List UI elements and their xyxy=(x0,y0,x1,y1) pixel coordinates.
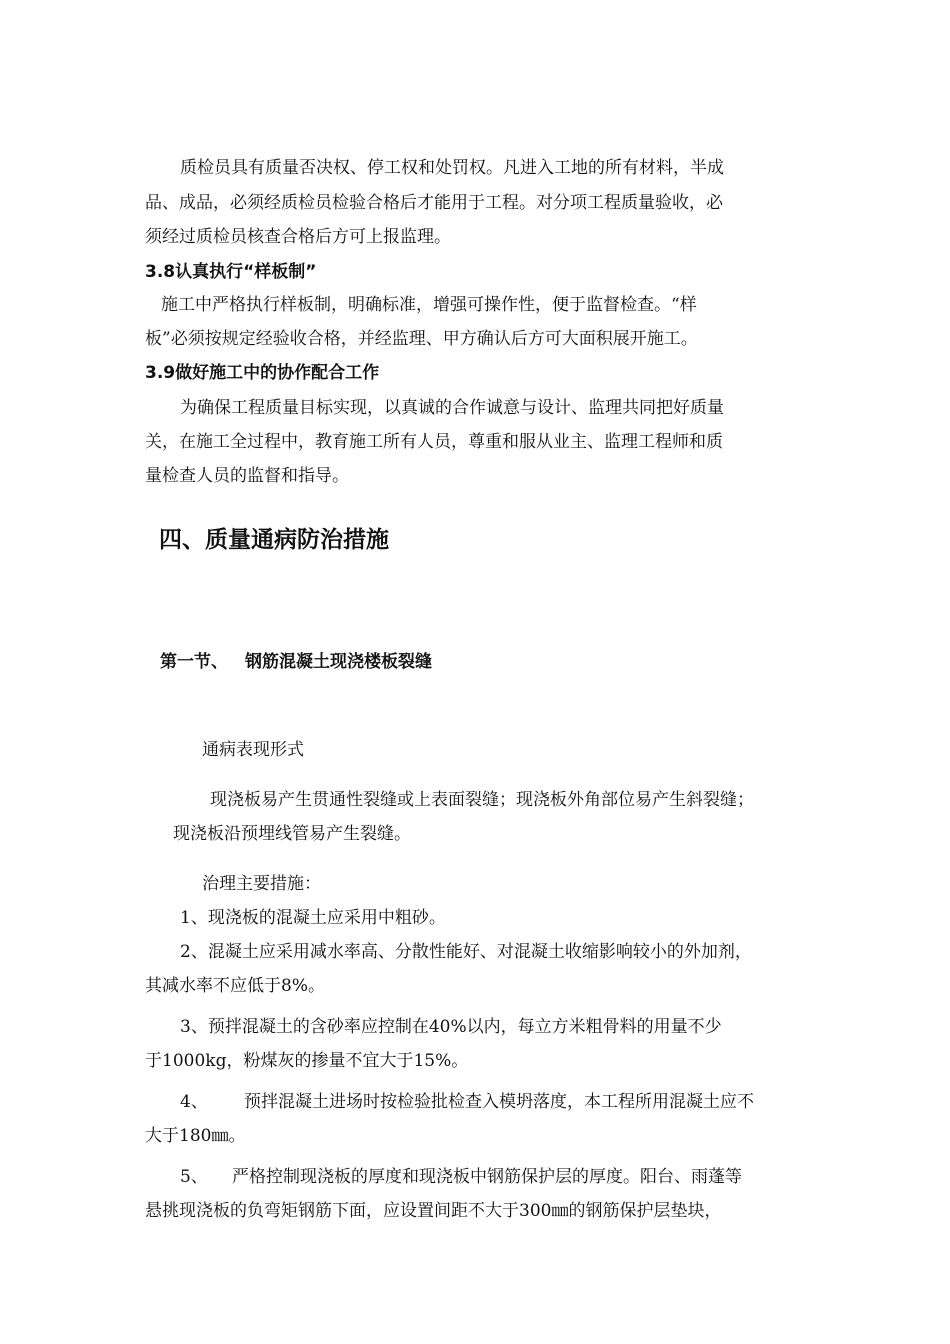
measure-item-5-line2: 悬挑现浇板的负弯矩钢筋下面，应设置间距不大于300㎜的钢筋保护层垫块， xyxy=(145,1201,722,1221)
measure-item-3-line1: 3、预拌混凝土的含砂率应控制在40%以内，每立方米粗骨料的用量不少 xyxy=(180,1017,722,1037)
para-quality-inspector-line3: 须经过质检员核查合格后方可上报监理。 xyxy=(145,227,451,247)
para-quality-inspector-line2: 品、成品，必须经质检员检验合格后才能用于工程。对分项工程质量验收，必 xyxy=(145,193,723,213)
para-sample-system-line2: 板”必须按规定经验收合格，并经监理、甲方确认后方可大面积展开施工。 xyxy=(145,329,698,349)
measure-item-4-number: 4、 xyxy=(180,1092,208,1112)
para-cooperation-line2: 关，在施工全过程中，教育施工所有人员，尊重和服从业主、监理工程师和质 xyxy=(145,432,723,452)
heading-3-8: 3.8认真执行“样板制” xyxy=(145,262,317,282)
measure-item-3-line2: 于1000kg，粉煤灰的掺量不宜大于15%。 xyxy=(145,1051,469,1071)
measure-item-2-line2: 其减水率不应低于8%。 xyxy=(145,976,325,996)
heading-3-9: 3.9做好施工中的协作配合工作 xyxy=(145,363,380,383)
symptoms-line1: 现浇板易产生贯通性裂缝或上表面裂缝；现浇板外角部位易产生斜裂缝； xyxy=(210,790,754,810)
para-cooperation-line1: 为确保工程质量目标实现，以真诚的合作诚意与设计、监理共同把好质量 xyxy=(180,398,724,418)
measure-item-4-line1: 预拌混凝土进场时按检验批检查入模坍落度，本工程所用混凝土应不 xyxy=(244,1092,754,1112)
section-label: 第一节、 xyxy=(160,652,228,672)
measure-item-5-number: 5、 xyxy=(180,1167,208,1187)
measure-item-5-line1: 严格控制现浇板的厚度和现浇板中钢筋保护层的厚度。阳台、雨蓬等 xyxy=(232,1167,742,1187)
para-sample-system-line1: 施工中严格执行样板制，明确标准，增强可操作性，便于监督检查。“样 xyxy=(161,295,697,315)
para-cooperation-line3: 量检查人员的监督和指导。 xyxy=(145,466,349,486)
measure-item-1: 1、现浇板的混凝土应采用中粗砂。 xyxy=(180,908,446,928)
symptoms-line2: 现浇板沿预埋线管易产生裂缝。 xyxy=(173,824,411,844)
symptoms-heading: 通病表现形式 xyxy=(202,740,304,760)
measure-item-4-line2: 大于180㎜。 xyxy=(145,1126,246,1146)
measure-item-2-line1: 2、混凝土应采用减水率高、分散性能好、对混凝土收缩影响较小的外加剂， xyxy=(180,942,752,962)
chapter-title: 四、质量通病防治措施 xyxy=(159,527,389,553)
measures-heading: 治理主要措施： xyxy=(202,874,321,894)
para-quality-inspector-line1: 质检员具有质量否决权、停工权和处罚权。凡进入工地的所有材料，半成 xyxy=(180,158,724,178)
section-title: 钢筋混凝土现浇楼板裂缝 xyxy=(245,652,432,672)
